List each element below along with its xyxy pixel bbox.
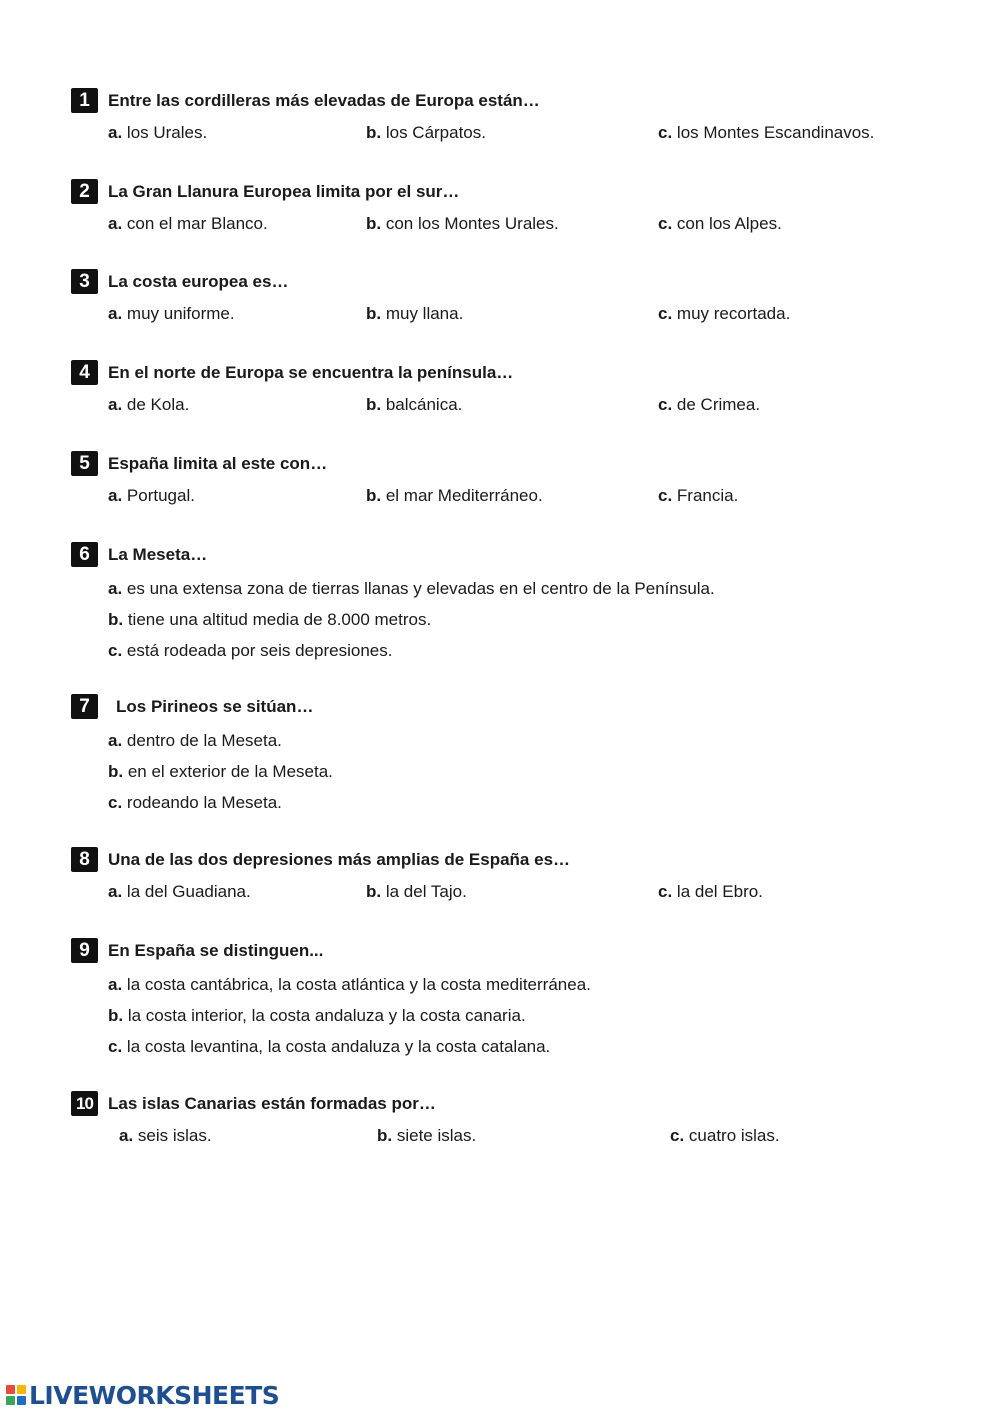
option-text: siete islas.	[392, 1126, 477, 1145]
option-letter: a.	[108, 304, 123, 323]
option-text: los Cárpatos.	[381, 123, 486, 142]
option-letter: b.	[366, 395, 382, 414]
option-letter: a.	[108, 486, 123, 505]
option-b[interactable]	[366, 395, 462, 415]
option-a[interactable]	[119, 1126, 212, 1146]
option-text: Portugal.	[122, 486, 195, 505]
option-c[interactable]	[658, 395, 760, 415]
option-letter: b.	[366, 486, 382, 505]
option-letter: b.	[108, 610, 124, 629]
question-number-badge: 2	[71, 179, 98, 204]
question-number-badge: 10	[71, 1091, 98, 1116]
question-3	[71, 269, 951, 323]
option-letter: b.	[366, 214, 382, 233]
option-letter: a.	[108, 214, 123, 233]
option-text: muy recortada.	[672, 304, 791, 323]
option-letter: a.	[108, 975, 123, 994]
option-text: los Montes Escandinavos.	[672, 123, 875, 142]
option-text: está rodeada por seis depresiones.	[122, 641, 393, 660]
option-a[interactable]	[108, 304, 235, 324]
options-column	[108, 973, 591, 1066]
option-a[interactable]	[108, 973, 591, 1004]
option-letter: c.	[658, 486, 673, 505]
option-text: seis islas.	[133, 1126, 212, 1145]
liveworksheets-blocks-icon	[6, 1385, 26, 1405]
option-b[interactable]	[108, 760, 333, 791]
option-text: cuatro islas.	[684, 1126, 780, 1145]
question-text: La costa europea es…	[108, 272, 289, 291]
option-letter: b.	[366, 882, 382, 901]
question-text: En el norte de Europa se encuentra la península…	[108, 363, 514, 382]
option-b[interactable]	[366, 304, 463, 324]
option-text: la del Guadiana.	[122, 882, 251, 901]
option-c[interactable]	[108, 1035, 591, 1066]
question-text: La Gran Llanura Europea limita por el sur…	[108, 182, 460, 201]
option-letter: c.	[658, 395, 673, 414]
question-header	[71, 542, 951, 568]
option-a[interactable]	[108, 214, 268, 234]
option-text: Francia.	[672, 486, 739, 505]
option-letter: b.	[108, 762, 124, 781]
option-text: la costa cantábrica, la costa atlántica y la costa mediterránea.	[122, 975, 591, 994]
question-text: Los Pirineos se sitúan…	[116, 697, 314, 716]
question-number-badge: 9	[71, 938, 98, 963]
question-1	[71, 88, 951, 142]
question-number-badge: 3	[71, 269, 98, 294]
option-c[interactable]	[108, 791, 333, 822]
option-c[interactable]	[658, 486, 738, 506]
option-text: de Crimea.	[672, 395, 761, 414]
question-text: Las islas Canarias están formadas por…	[108, 1094, 436, 1113]
question-header	[71, 1091, 951, 1117]
option-text: la del Tajo.	[381, 882, 467, 901]
question-5	[71, 451, 951, 505]
question-2	[71, 179, 951, 233]
question-header	[71, 938, 951, 964]
question-text: La Meseta…	[108, 545, 208, 564]
question-header	[71, 694, 951, 720]
options-row	[108, 882, 951, 906]
option-text: la costa levantina, la costa andaluza y la costa catalana.	[122, 1037, 551, 1056]
option-b[interactable]	[366, 882, 467, 902]
question-number-badge: 8	[71, 847, 98, 872]
option-a[interactable]	[108, 882, 251, 902]
option-text: muy uniforme.	[122, 304, 235, 323]
option-c[interactable]	[658, 882, 763, 902]
option-letter: c.	[658, 214, 673, 233]
option-letter: a.	[108, 579, 123, 598]
question-10	[71, 1091, 951, 1145]
option-c[interactable]	[658, 123, 874, 143]
logo-block	[6, 1385, 15, 1394]
option-b[interactable]	[366, 123, 486, 143]
option-letter: b.	[366, 123, 382, 142]
options-column	[108, 577, 715, 670]
question-7	[71, 694, 951, 812]
question-number-badge: 7	[71, 694, 98, 719]
option-text: la del Ebro.	[672, 882, 763, 901]
option-b[interactable]	[108, 1004, 591, 1035]
option-c[interactable]	[658, 214, 782, 234]
option-letter: a.	[108, 731, 123, 750]
option-letter: a.	[108, 395, 123, 414]
options-row	[119, 1126, 962, 1150]
question-number-badge: 4	[71, 360, 98, 385]
options-row	[108, 395, 951, 419]
option-text: en el exterior de la Meseta.	[123, 762, 333, 781]
option-text: el mar Mediterráneo.	[381, 486, 543, 505]
question-text: Una de las dos depresiones más amplias de España es…	[108, 850, 571, 869]
option-text: los Urales.	[122, 123, 208, 142]
option-letter: c.	[658, 304, 673, 323]
question-header	[71, 88, 951, 114]
question-8	[71, 847, 951, 901]
question-header	[71, 360, 951, 386]
option-text: la costa interior, la costa andaluza y la costa canaria.	[123, 1006, 526, 1025]
option-letter: a.	[119, 1126, 134, 1145]
option-b[interactable]	[108, 608, 715, 639]
option-text: balcánica.	[381, 395, 463, 414]
logo-text: LIVEWORKSHEETS	[29, 1380, 280, 1410]
question-6	[71, 542, 951, 660]
question-number-badge: 5	[71, 451, 98, 476]
option-b[interactable]	[366, 486, 543, 506]
option-b[interactable]	[366, 214, 559, 234]
option-letter: b.	[108, 1006, 124, 1025]
option-text: dentro de la Meseta.	[122, 731, 282, 750]
option-text: de Kola.	[122, 395, 190, 414]
option-c[interactable]	[108, 639, 715, 670]
question-header	[71, 847, 951, 873]
question-header	[71, 451, 951, 477]
option-letter: c.	[108, 793, 123, 812]
option-letter: b.	[366, 304, 382, 323]
option-letter: c.	[108, 641, 123, 660]
option-b[interactable]	[377, 1126, 476, 1146]
question-header	[71, 269, 951, 295]
option-letter: c.	[658, 882, 673, 901]
option-letter: b.	[377, 1126, 393, 1145]
logo-block	[6, 1396, 15, 1405]
option-letter: c.	[108, 1037, 123, 1056]
question-text: Entre las cordilleras más elevadas de Europa están…	[108, 91, 540, 110]
logo-block	[17, 1396, 26, 1405]
option-text: es una extensa zona de tierras llanas y elevadas en el centro de la Península.	[122, 579, 715, 598]
option-a[interactable]	[108, 486, 195, 506]
options-column	[108, 729, 333, 822]
question-9	[71, 938, 951, 1056]
option-text: con los Alpes.	[672, 214, 782, 233]
option-c[interactable]	[658, 304, 790, 324]
option-text: tiene una altitud media de 8.000 metros.	[123, 610, 432, 629]
question-header	[71, 179, 951, 205]
options-row	[108, 304, 951, 328]
option-text: rodeando la Meseta.	[122, 793, 282, 812]
option-text: con los Montes Urales.	[381, 214, 559, 233]
question-number-badge: 6	[71, 542, 98, 567]
logo-block	[17, 1385, 26, 1394]
question-text: En España se distinguen...	[108, 941, 324, 960]
option-text: muy llana.	[381, 304, 464, 323]
question-number-badge: 1	[71, 88, 98, 113]
options-row	[108, 486, 951, 510]
option-a[interactable]	[108, 729, 333, 760]
option-letter: c.	[658, 123, 673, 142]
option-letter: a.	[108, 882, 123, 901]
option-a[interactable]	[108, 123, 207, 143]
question-4	[71, 360, 951, 414]
options-row	[108, 214, 951, 238]
options-row	[108, 123, 951, 147]
option-c[interactable]	[670, 1126, 780, 1146]
option-a[interactable]	[108, 395, 189, 415]
option-text: con el mar Blanco.	[122, 214, 268, 233]
question-text: España limita al este con…	[108, 454, 328, 473]
option-a[interactable]	[108, 577, 715, 608]
liveworksheets-logo	[6, 1381, 279, 1409]
option-letter: c.	[670, 1126, 685, 1145]
option-letter: a.	[108, 123, 123, 142]
